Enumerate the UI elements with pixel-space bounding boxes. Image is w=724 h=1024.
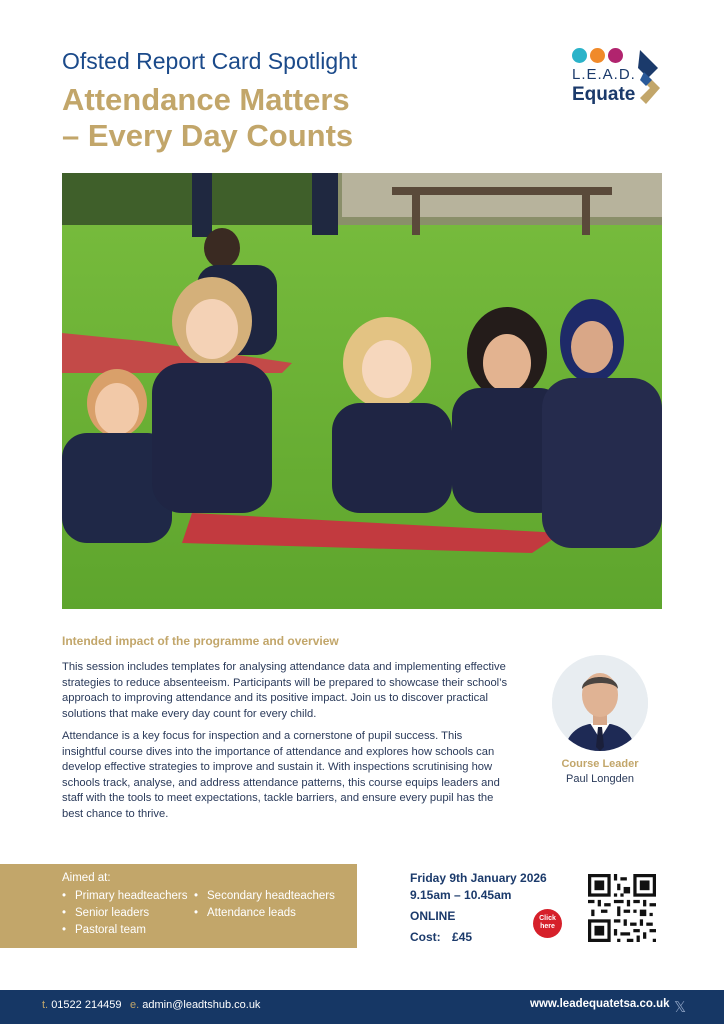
paragraph-line: schools track, analyse, and address attendance patterns, this course equips leaders and bbox=[62, 776, 500, 789]
cost-value: £45 bbox=[452, 930, 473, 944]
overview-paragraph-2 bbox=[62, 729, 532, 823]
cost-label: Cost: bbox=[410, 930, 441, 944]
paragraph-line: staff with the tools to meet expectations, tackle barriers, and ensure every pupil has the bbox=[62, 792, 494, 805]
paragraph-line: Attendance is a key focus for inspection and a cornerstone of pupil success. This bbox=[62, 730, 463, 742]
lead-equate-logo[interactable] bbox=[570, 46, 670, 110]
overview-paragraph-1 bbox=[62, 660, 532, 722]
event-cost bbox=[410, 930, 472, 944]
page-subtitle: Ofsted Report Card Spotlight bbox=[62, 48, 358, 74]
logo-dot-teal bbox=[572, 48, 587, 63]
qr-code-icon[interactable] bbox=[588, 874, 656, 942]
paragraph-line: approach to improving attendance and its positive impact. Join us to discover practical bbox=[62, 692, 488, 705]
audience-item: • Attendance leads bbox=[194, 907, 296, 919]
footer-website-link[interactable]: www.leadequatetsa.co.uk bbox=[530, 998, 670, 1010]
audience-title: Aimed at: bbox=[62, 872, 111, 884]
logo-dot-orange bbox=[590, 48, 605, 63]
footer-email[interactable] bbox=[130, 999, 260, 1011]
audience-item: • Primary headteachers bbox=[62, 890, 188, 902]
logo-text-lead: L.E.A.D. bbox=[572, 66, 636, 83]
paragraph-line: insightful course dives into the importance of attendance and explores how schools can bbox=[62, 745, 495, 758]
paragraph-line: solutions that make every day count for every child. bbox=[62, 707, 317, 720]
course-leader-role: Course Leader bbox=[561, 758, 639, 770]
audience-box bbox=[0, 864, 357, 948]
page-title bbox=[62, 82, 353, 154]
phone-number: 01522 214459 bbox=[51, 999, 122, 1011]
footer-bar bbox=[0, 990, 724, 1024]
event-date: Friday 9th January 2026 bbox=[410, 871, 547, 885]
title-line-2: – Every Day Counts bbox=[62, 118, 354, 153]
person-icon bbox=[552, 655, 648, 751]
x-icon[interactable]: 𝕏 bbox=[674, 999, 687, 1016]
group-photo-icon bbox=[62, 173, 662, 609]
overview-heading: Intended impact of the programme and overview bbox=[62, 634, 339, 648]
course-leader-avatar bbox=[552, 655, 648, 751]
audience-item: • Pastoral team bbox=[62, 924, 146, 936]
email-label: e. bbox=[130, 999, 140, 1011]
event-time: 9.15am – 10.45am bbox=[410, 888, 512, 902]
audience-item: • Secondary headteachers bbox=[194, 890, 335, 902]
click-here-button[interactable] bbox=[533, 909, 562, 938]
course-leader-name: Paul Longden bbox=[566, 773, 634, 785]
click-here-label-1: Click bbox=[539, 915, 556, 922]
footer-phone[interactable] bbox=[42, 999, 122, 1011]
paragraph-line: best chance to thrive. bbox=[62, 807, 169, 820]
paragraph-line: This session includes templates for analysing attendance data and implementing effective bbox=[62, 661, 506, 673]
audience-item: • Senior leaders bbox=[62, 907, 149, 919]
paragraph-line: develop effective strategies to improve and sustain it. With inspections scrutinising how bbox=[62, 761, 493, 774]
click-here-label-2: here bbox=[540, 923, 555, 930]
paragraph-line: strategies to reduce absenteeism. Participants will be prepared to showcase their school’s bbox=[62, 676, 508, 689]
title-line-1: Attendance Matters bbox=[62, 82, 350, 117]
hero-photo bbox=[62, 173, 662, 609]
phone-label: t. bbox=[42, 999, 49, 1011]
logo-text-equate: Equate bbox=[572, 84, 636, 105]
logo-chevron-icon bbox=[634, 48, 664, 106]
event-mode: ONLINE bbox=[410, 909, 456, 923]
logo-dot-magenta bbox=[608, 48, 623, 63]
email-address: admin@leadtshub.co.uk bbox=[142, 999, 261, 1011]
